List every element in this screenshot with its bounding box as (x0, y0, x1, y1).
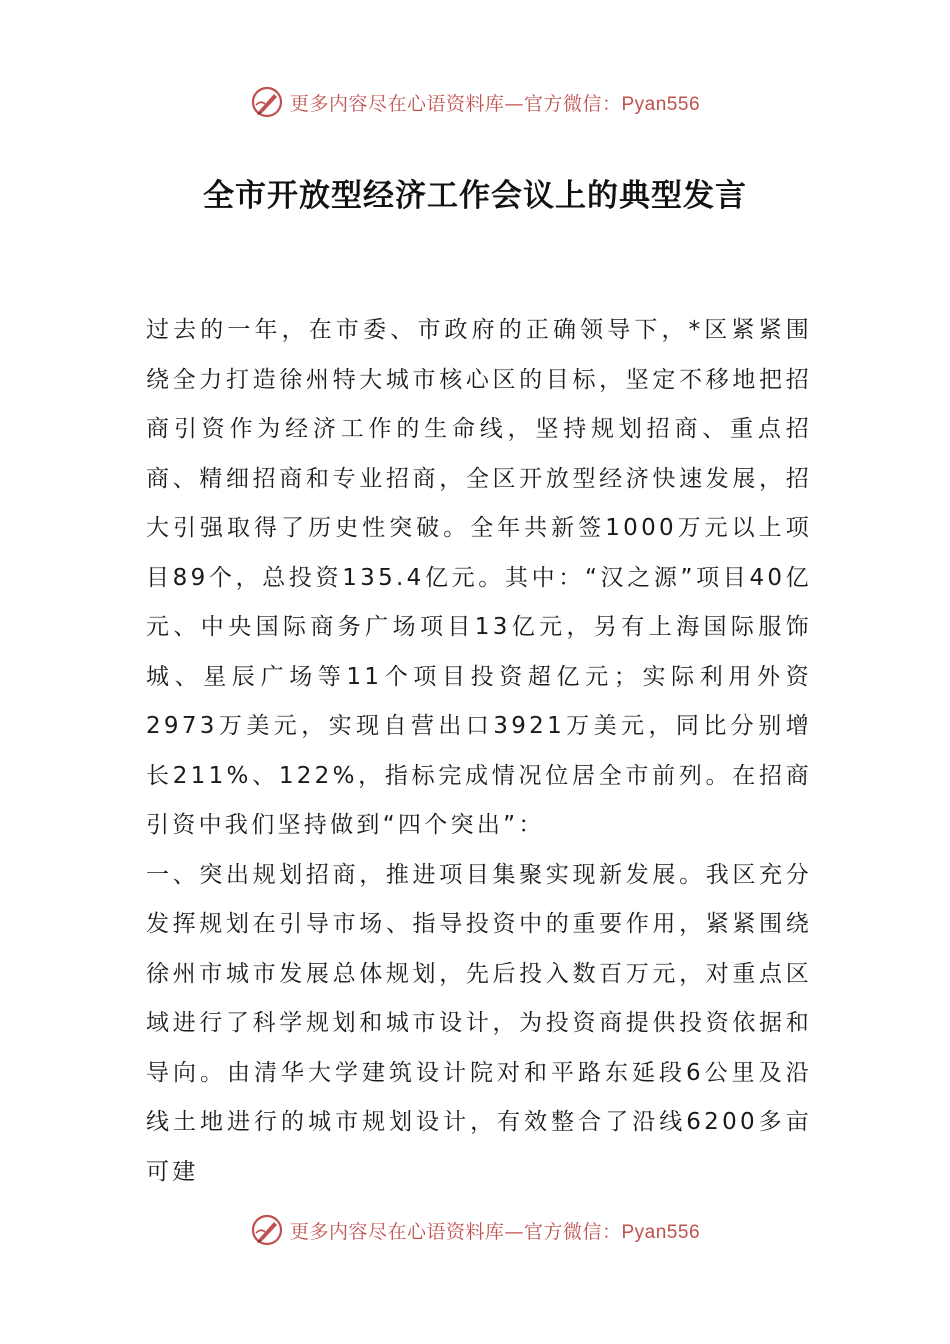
document-body (146, 306, 812, 1197)
header-watermark (0, 82, 950, 122)
pen-logo-icon (250, 1213, 284, 1247)
footer-watermark (0, 1210, 950, 1250)
paragraph-section-one: 一、突出规划招商，推进项目集聚实现新发展。我区充分发挥规划在引导市场、指导投资中的重要作用，紧紧围绕徐州市城市发展总体规划，先后投入数百万元，对重点区域进行了科学规划和城市设计，为投资商提供投资依据和导向。由清华大学建筑设计院对和平路东延段6公里及沿线土地进行的城市规划设计，有效整合了沿线6200多亩可建 (146, 861, 812, 1185)
pen-logo-icon (250, 85, 284, 119)
watermark-text: 更多内容尽在心语资料库—官方微信：Pyan556 (289, 92, 701, 115)
wechat-id: Pyan556 (621, 1221, 701, 1243)
wechat-id: Pyan556 (621, 93, 701, 115)
paragraph-intro: 过去的一年，在市委、市政府的正确领导下，*区紧紧围绕全力打造徐州特大城市核心区的目标，坚定不移地把招商引资作为经济工作的生命线，坚持规划招商、重点招商、精细招商和专业招商，全区开放型经济快速发展，招大引强取得了历史性突破。全年共新签1000万元以上项目89个，总投资135.4亿元。其中：“汉之源”项目40亿元、中央国际商务广场项目13亿元，另有上海国际服饰城、星辰广场等11个项目投资超亿元；实际利用外资2973万美元，实现自营出口3921万美元，同比分别增长211%、122%，指标完成情况位居全市前列。在招商引资中我们坚持做到“四个突出”： (146, 317, 812, 838)
watermark-text: 更多内容尽在心语资料库—官方微信：Pyan556 (289, 1220, 701, 1243)
document-title: 全市开放型经济工作会议上的典型发言 (203, 178, 747, 214)
